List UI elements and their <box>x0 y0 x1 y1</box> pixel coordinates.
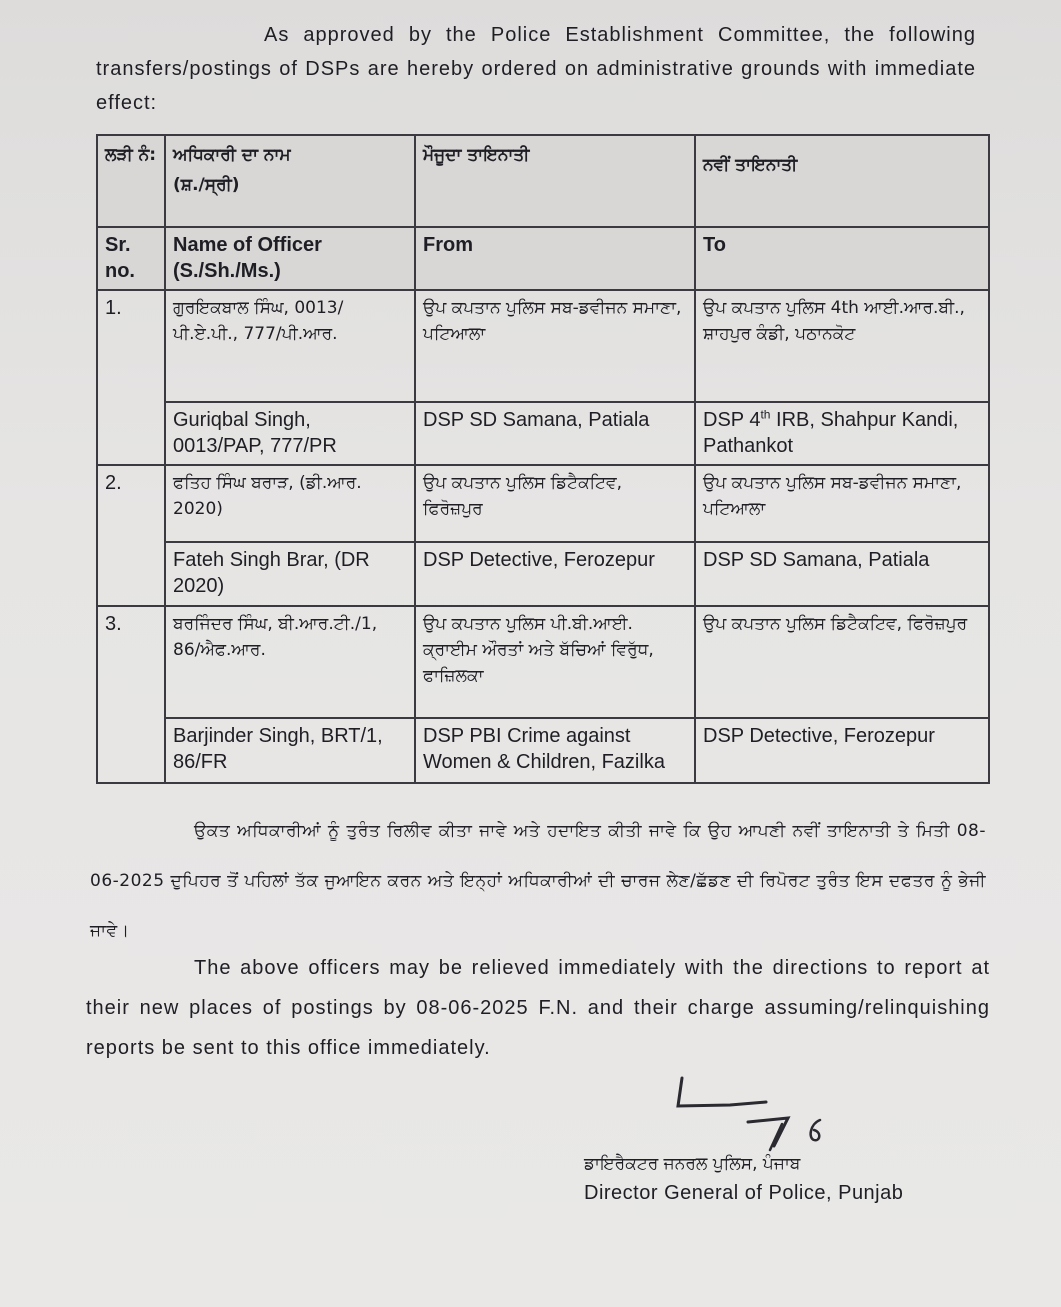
row-to-en: DSP Detective, Ferozepur <box>695 718 989 783</box>
table-row-english <box>97 718 989 783</box>
row-sr: 2. <box>97 465 165 606</box>
row-sr: 3. <box>97 606 165 783</box>
header-to-en: To <box>695 227 989 290</box>
row-name-en: Fateh Singh Brar, (DR 2020) <box>165 542 415 605</box>
table-row-english <box>97 542 989 605</box>
row-to-pa: ਉਪ ਕਪਤਾਨ ਪੁਲਿਸ ਸਬ-ਡਵੀਜਨ ਸਮਾਣਾ, ਪਟਿਆਲਾ <box>695 465 989 542</box>
signatory-block <box>584 1150 1004 1208</box>
header-name-pa <box>165 135 415 227</box>
signatory-title-en: Director General of Police, Punjab <box>584 1182 904 1204</box>
punjabi-paragraph-text: ਉਕਤ ਅਧਿਕਾਰੀਆਂ ਨੂੰ ਤੁਰੰਤ ਰਿਲੀਵ ਕੀਤਾ ਜਾਵੇ ਅਤੇ ਹਦਾਇਤ ਕੀਤੀ ਜਾਵੇ ਕਿ ਉਹ ਆਪਣੀ ਨਵੀਂ ਤਾਇਨਾਤੀ ਤੇ ਮਿਤੀ 08-06-2025 ਦੁਪਿਹਰ ਤੋਂ ਪਹਿਲਾਂ ਤੱਕ ਜੁਆਇਨ ਕਰਨ ਅਤੇ ਇਨ੍ਹਾਂ ਅਧਿਕਾਰੀਆਂ ਦੀ ਚਾਰਜ ਲੇਣ/ਛੱਡਣ ਦੀ ਰਿਪੋਰਟ ਤੁਰੰਤ ਇਸ ਦਫਤਰ ਨੂੰ ਭੇਜੀ ਜਾਵੇ। <box>90 821 986 941</box>
table-row-english <box>97 402 989 465</box>
signatory-title-pa: ਡਾਇਰੈਕਟਰ ਜਨਰਲ ਪੁਲਿਸ, ਪੰਜਾਬ <box>584 1154 801 1174</box>
english-paragraph <box>86 948 990 1068</box>
intro-text: As approved by the Police Establishment Committee, the following transfers/postings of DSPs are hereby ordered on administrative grounds with immediate effect: <box>96 24 976 114</box>
intro-paragraph <box>96 18 976 120</box>
header-name-en: Name of Officer (S./Sh./Ms.) <box>165 227 415 290</box>
row-from-pa: ਉਪ ਕਪਤਾਨ ਪੁਲਿਸ ਡਿਟੈਕਟਿਵ, ਫਿਰੋਜ਼ਪੁਰ <box>415 465 695 542</box>
table-row <box>97 606 989 718</box>
row-sr: 1. <box>97 290 165 465</box>
row-name-pa: ਗੁਰਇਕਬਾਲ ਸਿੰਘ, 0013/ਪੀ.ਏ.ਪੀ., 777/ਪੀ.ਆਰ. <box>165 290 415 402</box>
header-name-pa-line2: (ਸ਼./ਸ੍ਰੀ) <box>173 175 240 195</box>
row-name-pa: ਬਰਜਿੰਦਰ ਸਿੰਘ, ਬੀ.ਆਰ.ਟੀ./1, 86/ਐਫ.ਆਰ. <box>165 606 415 718</box>
row-from-en: DSP Detective, Ferozepur <box>415 542 695 605</box>
signature-mark <box>670 1072 830 1152</box>
header-from-pa: ਮੌਜੂਦਾ ਤਾਇਨਾਤੀ <box>415 135 695 227</box>
header-from-en: From <box>415 227 695 290</box>
table-row <box>97 465 989 542</box>
header-sr-en: Sr. no. <box>97 227 165 290</box>
header-to-pa: ਨਵੀਂ ਤਾਇਨਾਤੀ <box>695 135 989 227</box>
row-name-pa: ਫਤਿਹ ਸਿੰਘ ਬਰਾੜ, (ਡੀ.ਆਰ. 2020) <box>165 465 415 542</box>
table-header-english <box>97 227 989 290</box>
row-from-en: DSP PBI Crime against Women & Children, Fazilka <box>415 718 695 783</box>
header-sr-pa: ਲੜੀ ਨੰ: <box>97 135 165 227</box>
row-from-en: DSP SD Samana, Patiala <box>415 402 695 465</box>
header-name-pa-line1: ਅਧਿਕਾਰੀ ਦਾ ਨਾਮ <box>173 145 291 165</box>
row-to-pa: ਉਪ ਕਪਤਾਨ ਪੁਲਿਸ 4th ਆਈ.ਆਰ.ਬੀ., ਸ਼ਾਹਪੁਰ ਕੰਡੀ, ਪਠਾਨਕੋਟ <box>695 290 989 402</box>
row-from-pa: ਉਪ ਕਪਤਾਨ ਪੁਲਿਸ ਸਬ-ਡਵੀਜਨ ਸਮਾਣਾ, ਪਟਿਆਲਾ <box>415 290 695 402</box>
table-row <box>97 290 989 402</box>
table-header-punjabi <box>97 135 989 227</box>
row-name-en: Barjinder Singh, BRT/1, 86/FR <box>165 718 415 783</box>
row-name-en: Guriqbal Singh, 0013/PAP, 777/PR <box>165 402 415 465</box>
row-from-pa: ਉਪ ਕਪਤਾਨ ਪੁਲਿਸ ਪੀ.ਬੀ.ਆਈ. ਕ੍ਰਾਈਮ ਔਰਤਾਂ ਅਤੇ ਬੱਚਿਆਂ ਵਿਰੁੱਧ, ਫਾਜ਼ਿਲਕਾ <box>415 606 695 718</box>
row-to-en: DSP 4th IRB, Shahpur Kandi, Pathankot <box>695 402 989 465</box>
row-to-pa: ਉਪ ਕਪਤਾਨ ਪੁਲਿਸ ਡਿਟੈਕਟਿਵ, ਫਿਰੋਜ਼ਪੁਰ <box>695 606 989 718</box>
english-paragraph-text: The above officers may be relieved immediately with the directions to report at their new places of postings by 08-06-2025 F.N. and their charge assuming/relinquishing reports be sent to this office immediately. <box>86 957 990 1059</box>
transfer-table <box>96 134 990 784</box>
punjabi-paragraph <box>90 806 986 956</box>
row-to-en: DSP SD Samana, Patiala <box>695 542 989 605</box>
